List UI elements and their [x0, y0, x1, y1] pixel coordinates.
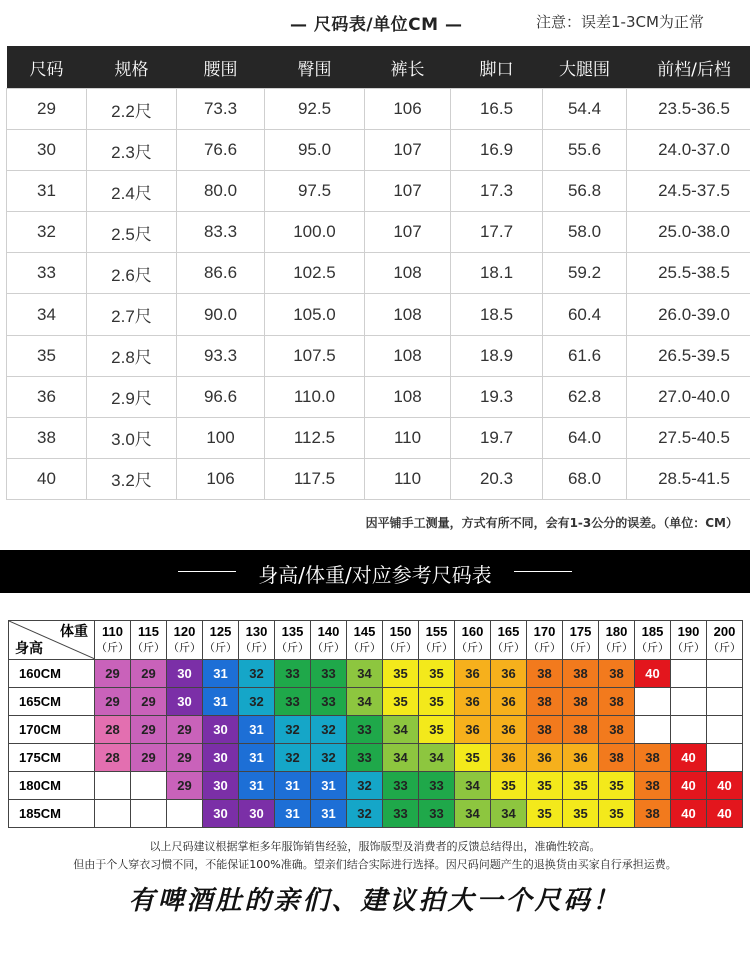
size-recommendation-cell: 35 [383, 660, 419, 688]
size-recommendation-cell: 28 [95, 744, 131, 772]
size-recommendation-cell: 33 [347, 744, 383, 772]
size-cell: 38 [7, 417, 87, 458]
size-recommendation-cell: 29 [167, 772, 203, 800]
size-recommendation-cell: 33 [383, 772, 419, 800]
weight-col-header [599, 621, 635, 660]
empty-cell [95, 800, 131, 828]
size-recommendation-cell: 34 [383, 716, 419, 744]
weight-col-header [563, 621, 599, 660]
weight-unit: （斤） [132, 642, 165, 654]
size-recommendation-cell: 32 [311, 744, 347, 772]
size-cell: 105.0 [265, 294, 365, 335]
weight-unit: （斤） [312, 642, 345, 654]
height-row [9, 800, 743, 828]
size-recommendation-cell: 36 [491, 660, 527, 688]
size-col-header: 规格 [87, 46, 177, 89]
size-cell: 76.6 [177, 130, 265, 171]
weight-unit: （斤） [636, 642, 669, 654]
weight-col-header [347, 621, 383, 660]
empty-cell [707, 716, 743, 744]
size-cell: 93.3 [177, 335, 265, 376]
size-cell: 86.6 [177, 253, 265, 294]
size-cell: 110 [365, 417, 451, 458]
size-recommendation-cell: 38 [527, 716, 563, 744]
weight-value: 125 [209, 624, 232, 639]
size-cell: 28.5-41.5 [627, 458, 750, 499]
weight-unit: （斤） [456, 642, 489, 654]
weight-col-header [383, 621, 419, 660]
size-cell: 24.0-37.0 [627, 130, 750, 171]
weight-unit: （斤） [564, 642, 597, 654]
size-cell: 27.0-40.0 [627, 376, 750, 417]
weight-col-header [239, 621, 275, 660]
size-cell: 95.0 [265, 130, 365, 171]
size-recommendation-cell: 29 [95, 660, 131, 688]
weight-col-header [707, 621, 743, 660]
size-cell: 2.2尺 [87, 89, 177, 130]
size-recommendation-cell: 36 [455, 660, 491, 688]
height-row [9, 660, 743, 688]
size-cell: 3.0尺 [87, 417, 177, 458]
size-row [7, 335, 750, 376]
size-cell: 96.6 [177, 376, 265, 417]
size-recommendation-cell: 38 [599, 716, 635, 744]
size-cell: 26.0-39.0 [627, 294, 750, 335]
empty-cell [167, 800, 203, 828]
size-cell: 34 [7, 294, 87, 335]
size-recommendation-cell: 30 [239, 800, 275, 828]
size-cell: 25.5-38.5 [627, 253, 750, 294]
size-cell: 2.9尺 [87, 376, 177, 417]
size-recommendation-cell: 31 [239, 716, 275, 744]
size-cell: 80.0 [177, 171, 265, 212]
size-cell: 18.9 [451, 335, 543, 376]
size-recommendation-cell: 29 [131, 660, 167, 688]
size-recommendation-cell: 38 [563, 716, 599, 744]
size-recommendation-cell: 32 [239, 688, 275, 716]
size-cell: 102.5 [265, 253, 365, 294]
size-recommendation-cell: 32 [275, 744, 311, 772]
size-col-header: 尺码 [7, 46, 87, 89]
size-cell: 112.5 [265, 417, 365, 458]
size-cell: 107 [365, 171, 451, 212]
weight-col-header [203, 621, 239, 660]
height-label-cell: 165CM [9, 688, 95, 716]
size-recommendation-cell: 36 [563, 744, 599, 772]
size-recommendation-cell: 30 [203, 716, 239, 744]
size-recommendation-cell: 35 [563, 800, 599, 828]
empty-cell [635, 688, 671, 716]
size-cell: 2.4尺 [87, 171, 177, 212]
size-recommendation-cell: 31 [239, 772, 275, 800]
size-cell: 60.4 [543, 294, 627, 335]
size-row [7, 417, 750, 458]
size-cell: 2.3尺 [87, 130, 177, 171]
empty-cell [131, 772, 167, 800]
weight-value: 120 [173, 624, 196, 639]
band-line-right [514, 571, 572, 572]
size-recommendation-cell: 32 [311, 716, 347, 744]
size-recommendation-cell: 32 [275, 716, 311, 744]
reference-band [0, 550, 750, 593]
size-chart-header [0, 0, 750, 46]
size-col-header: 前档/后档 [627, 46, 750, 89]
tolerance-note: 注意：误差1-3CM为正常 [536, 13, 704, 31]
size-recommendation-cell: 36 [491, 688, 527, 716]
size-recommendation-cell: 34 [383, 744, 419, 772]
size-recommendation-cell: 38 [527, 688, 563, 716]
size-cell: 62.8 [543, 376, 627, 417]
size-recommendation-cell: 33 [347, 716, 383, 744]
size-cell: 20.3 [451, 458, 543, 499]
size-recommendation-cell: 35 [599, 800, 635, 828]
size-recommendation-cell: 38 [635, 744, 671, 772]
weight-unit: （斤） [348, 642, 381, 654]
weight-value: 150 [389, 624, 412, 639]
weight-col-header [167, 621, 203, 660]
height-row [9, 772, 743, 800]
weight-value: 110 [102, 624, 123, 639]
size-cell: 110 [365, 458, 451, 499]
size-cell: 106 [177, 458, 265, 499]
size-cell: 18.5 [451, 294, 543, 335]
footer-line-1: 以上尺码建议根据掌柜多年服饰销售经验，服饰版型及消费者的反馈总结得出，准确性较高。 [149, 840, 601, 853]
size-recommendation-cell: 38 [527, 660, 563, 688]
weight-value: 200 [713, 624, 736, 639]
size-cell: 3.2尺 [87, 458, 177, 499]
size-recommendation-cell: 31 [275, 772, 311, 800]
size-cell: 100.0 [265, 212, 365, 253]
size-recommendation-cell: 35 [419, 716, 455, 744]
size-cell: 59.2 [543, 253, 627, 294]
weight-unit: （斤） [528, 642, 561, 654]
size-recommendation-cell: 33 [275, 688, 311, 716]
weight-label: 体重 [60, 623, 88, 639]
weight-unit: （斤） [420, 642, 453, 654]
height-row [9, 744, 743, 772]
size-row [7, 130, 750, 171]
weight-col-header [131, 621, 167, 660]
size-col-header: 腰围 [177, 46, 265, 89]
size-recommendation-cell: 33 [311, 688, 347, 716]
size-recommendation-cell: 36 [527, 744, 563, 772]
size-cell: 36 [7, 376, 87, 417]
height-label-cell: 175CM [9, 744, 95, 772]
size-recommendation-cell: 28 [95, 716, 131, 744]
size-recommendation-cell: 33 [311, 660, 347, 688]
size-recommendation-cell: 34 [455, 772, 491, 800]
size-cell: 19.7 [451, 417, 543, 458]
size-cell: 23.5-36.5 [627, 89, 750, 130]
empty-cell [635, 716, 671, 744]
size-col-header: 臀围 [265, 46, 365, 89]
size-row [7, 253, 750, 294]
size-cell: 108 [365, 335, 451, 376]
weight-col-header [95, 621, 131, 660]
weight-col-header [419, 621, 455, 660]
size-cell: 90.0 [177, 294, 265, 335]
size-recommendation-cell: 35 [383, 688, 419, 716]
weight-unit: （斤） [672, 642, 705, 654]
size-row [7, 376, 750, 417]
weight-unit: （斤） [240, 642, 273, 654]
size-cell: 108 [365, 376, 451, 417]
size-recommendation-cell: 32 [239, 660, 275, 688]
size-cell: 30 [7, 130, 87, 171]
height-label-cell: 170CM [9, 716, 95, 744]
size-col-header: 裤长 [365, 46, 451, 89]
size-recommendation-cell: 30 [203, 772, 239, 800]
weight-unit: （斤） [276, 642, 309, 654]
size-cell: 17.7 [451, 212, 543, 253]
size-cell: 106 [365, 89, 451, 130]
size-row [7, 171, 750, 212]
size-recommendation-cell: 29 [167, 716, 203, 744]
size-cell: 110.0 [265, 376, 365, 417]
size-cell: 2.8尺 [87, 335, 177, 376]
size-cell: 31 [7, 171, 87, 212]
size-cell: 107 [365, 212, 451, 253]
size-cell: 2.6尺 [87, 253, 177, 294]
weight-value: 165 [497, 624, 520, 639]
size-recommendation-cell: 33 [275, 660, 311, 688]
weight-col-header [635, 621, 671, 660]
weight-value: 145 [353, 624, 376, 639]
size-cell: 26.5-39.5 [627, 335, 750, 376]
size-recommendation-cell: 35 [455, 744, 491, 772]
weight-unit: （斤） [168, 642, 201, 654]
weight-unit: （斤） [708, 642, 741, 654]
size-recommendation-cell: 30 [203, 744, 239, 772]
empty-cell [671, 716, 707, 744]
size-recommendation-cell: 32 [347, 800, 383, 828]
size-recommendation-cell: 40 [671, 800, 707, 828]
weight-value: 115 [138, 624, 159, 639]
size-cell: 58.0 [543, 212, 627, 253]
size-row [7, 89, 750, 130]
weight-col-header [275, 621, 311, 660]
reference-title: 身高/体重/对应参考尺码表 [258, 563, 492, 587]
size-cell: 108 [365, 253, 451, 294]
size-recommendation-cell: 35 [491, 772, 527, 800]
size-cell: 83.3 [177, 212, 265, 253]
weight-unit: （斤） [492, 642, 525, 654]
size-row [7, 294, 750, 335]
size-col-header: 脚口 [451, 46, 543, 89]
size-cell: 64.0 [543, 417, 627, 458]
height-label-cell: 185CM [9, 800, 95, 828]
size-recommendation-cell: 34 [455, 800, 491, 828]
size-cell: 107.5 [265, 335, 365, 376]
size-cell: 107 [365, 130, 451, 171]
empty-cell [707, 744, 743, 772]
size-cell: 55.6 [543, 130, 627, 171]
size-cell: 33 [7, 253, 87, 294]
height-label-cell: 160CM [9, 660, 95, 688]
weight-value: 130 [245, 624, 268, 639]
size-cell: 97.5 [265, 171, 365, 212]
weight-value: 155 [425, 624, 448, 639]
corner-cell [9, 621, 95, 660]
weight-value: 135 [281, 624, 304, 639]
size-recommendation-cell: 29 [131, 716, 167, 744]
size-cell: 108 [365, 294, 451, 335]
size-recommendation-cell: 36 [491, 716, 527, 744]
size-recommendation-cell: 40 [707, 800, 743, 828]
size-col-header: 大腿围 [543, 46, 627, 89]
size-cell: 61.6 [543, 335, 627, 376]
size-recommendation-cell: 38 [635, 800, 671, 828]
size-recommendation-cell: 35 [563, 772, 599, 800]
size-cell: 2.7尺 [87, 294, 177, 335]
size-recommendation-cell: 33 [419, 772, 455, 800]
size-recommendation-cell: 38 [599, 688, 635, 716]
height-row [9, 716, 743, 744]
weight-col-header [311, 621, 347, 660]
size-cell: 19.3 [451, 376, 543, 417]
size-recommendation-cell: 33 [419, 800, 455, 828]
weight-value: 160 [461, 624, 484, 639]
weight-height-table [8, 620, 743, 828]
weight-value: 175 [569, 624, 592, 639]
size-recommendation-cell: 29 [167, 744, 203, 772]
height-label: 身高 [15, 640, 43, 656]
size-recommendation-cell: 34 [419, 744, 455, 772]
size-cell: 40 [7, 458, 87, 499]
size-recommendation-cell: 29 [131, 688, 167, 716]
size-cell: 73.3 [177, 89, 265, 130]
size-recommendation-cell: 35 [527, 800, 563, 828]
size-recommendation-cell: 40 [635, 660, 671, 688]
empty-cell [707, 660, 743, 688]
size-recommendation-cell: 36 [491, 744, 527, 772]
empty-cell [95, 772, 131, 800]
size-recommendation-cell: 35 [599, 772, 635, 800]
size-recommendation-cell: 34 [347, 660, 383, 688]
empty-cell [707, 688, 743, 716]
size-recommendation-cell: 31 [311, 800, 347, 828]
measure-note: 因平铺手工测量，方式有所不同，会有1-3公分的误差。（单位：CM） [365, 516, 738, 530]
height-label-cell: 180CM [9, 772, 95, 800]
weight-unit: （斤） [204, 642, 237, 654]
weight-col-header [455, 621, 491, 660]
size-recommendation-cell: 30 [203, 800, 239, 828]
size-recommendation-cell: 31 [275, 800, 311, 828]
size-recommendation-cell: 35 [527, 772, 563, 800]
size-recommendation-cell: 40 [707, 772, 743, 800]
size-chart-title: — 尺码表/单位CM — [290, 15, 463, 35]
size-recommendation-cell: 38 [635, 772, 671, 800]
size-recommendation-cell: 34 [347, 688, 383, 716]
size-row [7, 212, 750, 253]
empty-cell [671, 660, 707, 688]
size-recommendation-cell: 38 [563, 688, 599, 716]
size-cell: 16.9 [451, 130, 543, 171]
weight-unit: （斤） [96, 642, 129, 654]
footer-line-2: 但由于个人穿衣习惯不同，不能保证100%准确。望亲们结合实际进行选择。因尺码问题产生的退换货由买家自行承担运费。 [73, 858, 677, 871]
weight-value: 170 [533, 624, 556, 639]
size-recommendation-cell: 40 [671, 772, 707, 800]
size-recommendation-cell: 32 [347, 772, 383, 800]
size-recommendation-cell: 31 [239, 744, 275, 772]
empty-cell [131, 800, 167, 828]
size-recommendation-cell: 34 [491, 800, 527, 828]
size-recommendation-cell: 36 [455, 716, 491, 744]
size-recommendation-cell: 31 [311, 772, 347, 800]
weight-col-header [671, 621, 707, 660]
size-recommendation-cell: 35 [419, 688, 455, 716]
size-cell: 27.5-40.5 [627, 417, 750, 458]
size-recommendation-cell: 40 [671, 744, 707, 772]
size-recommendation-cell: 38 [599, 660, 635, 688]
height-row [9, 688, 743, 716]
empty-cell [671, 688, 707, 716]
size-cell: 18.1 [451, 253, 543, 294]
size-cell: 68.0 [543, 458, 627, 499]
slogan: 有啤酒肚的亲们、建议拍大一个尺码！ [128, 886, 622, 916]
weight-col-header [527, 621, 563, 660]
weight-value: 180 [605, 624, 628, 639]
size-cell: 2.5尺 [87, 212, 177, 253]
size-cell: 56.8 [543, 171, 627, 212]
size-cell: 29 [7, 89, 87, 130]
size-cell: 35 [7, 335, 87, 376]
size-cell: 92.5 [265, 89, 365, 130]
size-recommendation-cell: 38 [563, 660, 599, 688]
size-cell: 100 [177, 417, 265, 458]
size-recommendation-cell: 38 [599, 744, 635, 772]
weight-value: 140 [317, 624, 340, 639]
size-table [6, 46, 750, 500]
size-cell: 16.5 [451, 89, 543, 130]
size-cell: 32 [7, 212, 87, 253]
size-recommendation-cell: 29 [95, 688, 131, 716]
weight-value: 190 [677, 624, 700, 639]
size-row [7, 458, 750, 499]
size-cell: 117.5 [265, 458, 365, 499]
size-recommendation-cell: 29 [131, 744, 167, 772]
size-cell: 25.0-38.0 [627, 212, 750, 253]
size-recommendation-cell: 33 [383, 800, 419, 828]
size-recommendation-cell: 31 [203, 660, 239, 688]
size-recommendation-cell: 30 [167, 688, 203, 716]
size-cell: 54.4 [543, 89, 627, 130]
weight-unit: （斤） [384, 642, 417, 654]
size-recommendation-cell: 31 [203, 688, 239, 716]
size-recommendation-cell: 35 [419, 660, 455, 688]
weight-col-header [491, 621, 527, 660]
weight-unit: （斤） [600, 642, 633, 654]
size-cell: 24.5-37.5 [627, 171, 750, 212]
size-recommendation-cell: 30 [167, 660, 203, 688]
weight-value: 185 [641, 624, 664, 639]
size-recommendation-cell: 36 [455, 688, 491, 716]
size-cell: 17.3 [451, 171, 543, 212]
